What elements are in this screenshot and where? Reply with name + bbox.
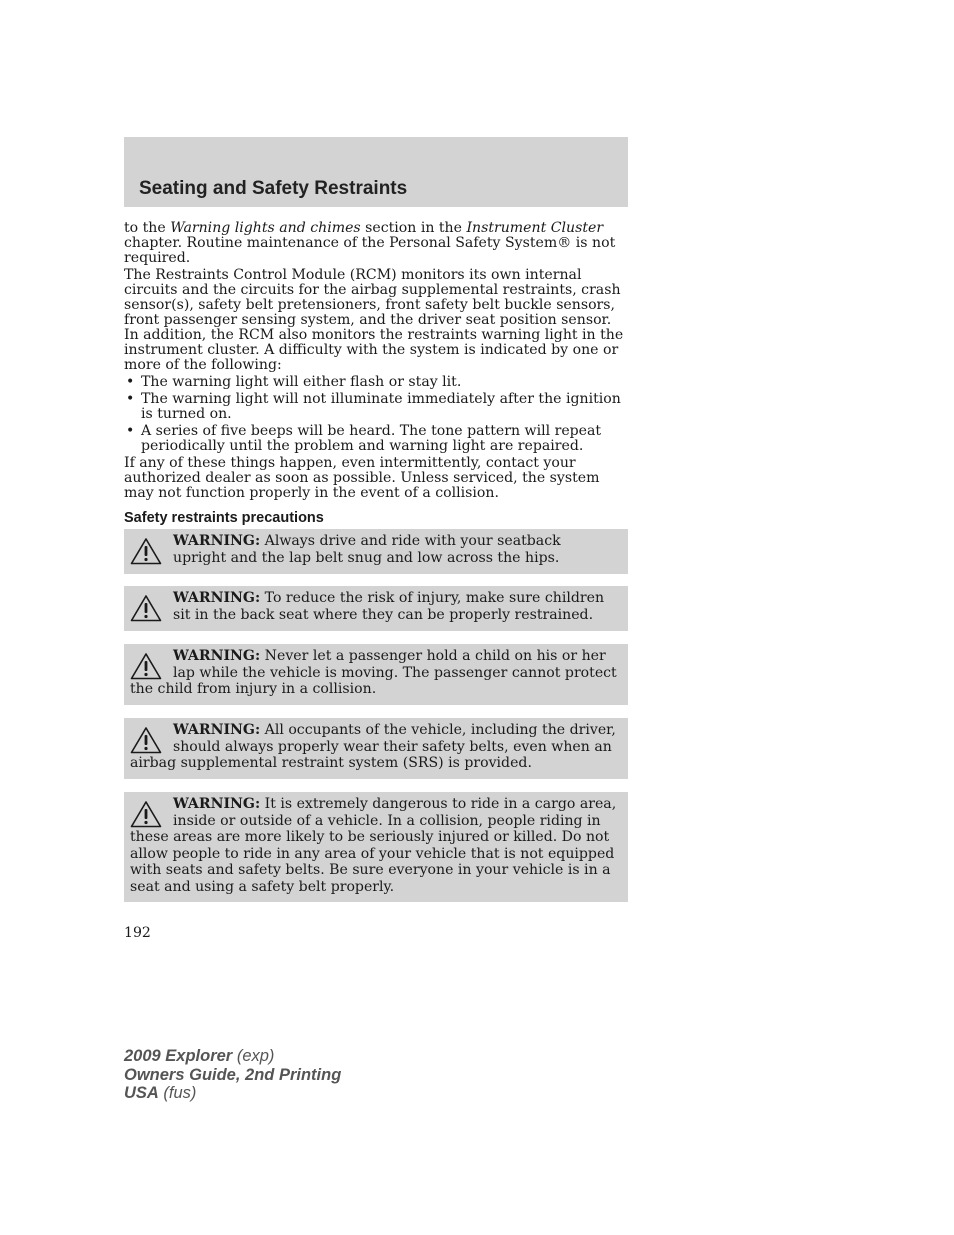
intro-text-start: to the [124,220,171,236]
list-item: • The warning light will either flash or stay lit. [124,375,624,390]
warning-triangle-icon [130,537,162,565]
rcm-paragraph: The Restraints Control Module (RCM) monitors its own internal circuits and the circuits for the airbag supplemental restraints, crash sensor(s), safety belt pretensioners, front safety belt buckle sensors, front passenger sensing system, and the driver seat position sensor. In addition, the RCM also monitors the restraints warning light in the instrument cluster. A difficulty with the system is indicated by one or more of the following: [124,267,624,373]
footer-guide: Owners Guide, 2nd Printing [124,1065,342,1084]
footer-line-3 [124,1084,341,1103]
section-header [124,137,628,207]
section-title: Seating and Safety Restraints [139,178,408,199]
warning-label: WARNING: [173,590,261,606]
footer-line-1 [124,1047,341,1066]
warning-text: All occupants of the vehicle, including the driver, should always properly wear their safety belts, even when an airbag supplemental restraint system (SRS) is provided. [130,722,616,771]
warning-triangle-icon [130,652,162,680]
page-number: 192 [124,925,151,941]
warning-box-1 [124,529,628,574]
warning-text: It is extremely dangerous to ride in a cargo area, inside or outside of a vehicle. In a collision, people riding in these areas are more likely to be seriously injured or killed. Do not allow people to ride in any area of your vehicle that is not equipped with seats and safety belts. Be sure everyone in your vehicle is in a seat and using a safety belt properly. [130,796,617,895]
warning-box-4 [124,718,628,779]
warning-label: WARNING: [173,722,261,738]
intro-text-mid: section in the [360,220,467,236]
warning-box-3 [124,644,628,705]
warning-text: Always drive and ride with your seatback upright and the lap belt snug and low across the hips. [173,533,561,566]
footer-market-code: (fus) [158,1084,197,1102]
warning-label: WARNING: [173,533,261,549]
intro-paragraph [124,221,624,266]
after-list-paragraph: If any of these things happen, even intermittently, contact your authorized dealer as soon as possible. Unless serviced, the system may not function properly in the event of a collision. [124,455,600,501]
warning-label: WARNING: [173,648,261,664]
body-content [124,221,624,526]
footer-market: USA [124,1084,159,1102]
ref-warning-lights: Warning lights and chimes [170,220,361,236]
ref-instrument-cluster: Instrument Cluster [466,220,604,236]
footer-model-code: (exp) [232,1047,275,1065]
warning-triangle-icon [130,594,162,622]
warning-triangle-icon [130,800,162,828]
list-item: • The warning light will not illuminate immediately after the ignition is turned on. [124,392,624,422]
list-item: • A series of five beeps will be heard. The tone pattern will repeat periodically until the problem and warning light are repaired. [124,424,624,454]
document-footer [124,1047,341,1103]
warning-box-2 [124,586,628,631]
warning-triangle-icon [130,726,162,754]
subheading: Safety restraints precautions [124,510,324,526]
footer-model: 2009 Explorer [124,1047,233,1065]
warning-text: To reduce the risk of injury, make sure children sit in the back seat where they can be properly restrained. [173,590,605,623]
intro-text-end: chapter. Routine maintenance of the Personal Safety System® is not required. [124,235,616,266]
symptom-list [124,375,624,454]
warning-label: WARNING: [173,796,261,812]
footer-line-2 [124,1066,341,1085]
warning-box-5 [124,792,628,902]
warning-text: Never let a passenger hold a child on his or her lap while the vehicle is moving. The passenger cannot protect the child from injury in a collision. [130,648,617,697]
